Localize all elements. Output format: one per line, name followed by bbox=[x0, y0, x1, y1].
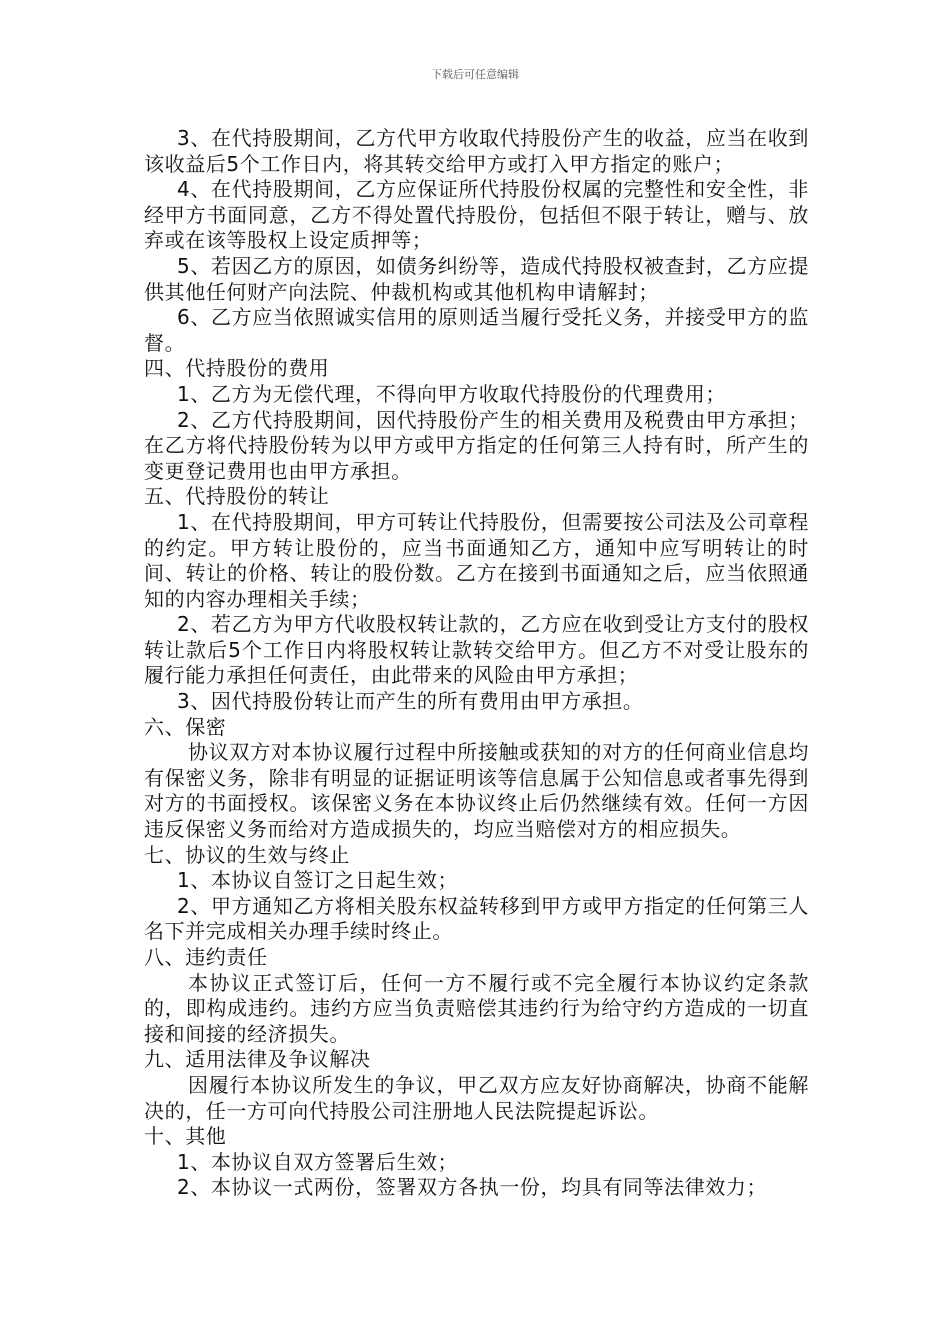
clause-paragraph: 1、本协议自双方签署后生效； bbox=[177, 1149, 459, 1174]
clause-paragraph: 3、在代持股期间，乙方代甲方收取代持股份产生的收益，应当在收到该收益后5个工作日内，将其转交给甲方或打入甲方指定的账户； bbox=[144, 126, 809, 176]
clause-paragraph: 6、乙方应当依照诚实信用的原则适当履行受托义务，并接受甲方的监督。 bbox=[144, 305, 809, 355]
clause-paragraph: 3、因代持股份转让而产生的所有费用由甲方承担。 bbox=[177, 689, 644, 714]
page-header: 下载后可任意编辑 bbox=[431, 68, 519, 81]
clause-paragraph: 协议双方对本协议履行过程中所接触或获知的对方的任何商业信息均有保密义务，除非有明显的证据证明该等信息属于公知信息或者事先得到对方的书面授权。该保密义务在本协议终止后仍然继续有效。任何一方因违反保密义务而给对方造成损失的，均应当赔偿对方的相应损失。 bbox=[144, 740, 809, 842]
section-heading: 八、违约责任 bbox=[144, 945, 268, 969]
section-heading: 六、保密 bbox=[144, 714, 227, 739]
section-heading: 五、代持股份的转让 bbox=[144, 484, 330, 509]
clause-paragraph: 1、乙方为无偿代理，不得向甲方收取代持股份的代理费用； bbox=[177, 381, 726, 406]
section-heading: 十、其他 bbox=[144, 1124, 227, 1149]
clause-paragraph: 本协议正式签订后，任何一方不履行或不完全履行本协议约定条款的，即构成违约。违约方应当负责赔偿其违约行为给守约方造成的一切直接和间接的经济损失。 bbox=[144, 970, 809, 1046]
clause-paragraph: 5、若因乙方的原因，如债务纠纷等，造成代持股权被查封，乙方应提供其他任何财产向法院、仲裁机构或其他机构申请解封； bbox=[144, 253, 809, 304]
clause-paragraph: 因履行本协议所发生的争议，甲乙双方应友好协商解决，协商不能解决的，任一方可向代持股公司注册地人民法院提起诉讼。 bbox=[144, 1072, 809, 1123]
clause-paragraph: 1、本协议自签订之日起生效； bbox=[177, 868, 459, 893]
clause-paragraph: 2、本协议一式两份，签署双方各执一份，均具有同等法律效力； bbox=[177, 1175, 768, 1200]
section-heading: 九、适用法律及争议解决 bbox=[144, 1047, 371, 1072]
clause-paragraph: 4、在代持股期间，乙方应保证所代持股份权属的完整性和安全性，非经甲方书面同意，乙方不得处置代持股份，包括但不限于转让，赠与、放弃或在该等股权上设定质押等； bbox=[144, 177, 809, 253]
section-heading: 七、协议的生效与终止 bbox=[144, 842, 350, 867]
clause-paragraph: 2、甲方通知乙方将相关股东权益转移到甲方或甲方指定的任何第三人名下并完成相关办理手续时终止。 bbox=[144, 893, 809, 944]
document-body bbox=[144, 126, 809, 1201]
clause-paragraph: 2、乙方代持股期间，因代持股份产生的相关费用及税费由甲方承担；在乙方将代持股份转为以甲方或甲方指定的任何第三人持有时，所产生的变更登记费用也由甲方承担。 bbox=[144, 407, 809, 483]
section-heading: 四、代持股份的费用 bbox=[144, 356, 330, 381]
clause-paragraph: 2、若乙方为甲方代收股权转让款的，乙方应在收到受让方支付的股权转让款后5个工作日内将股权转让款转交给甲方。但乙方不对受让股东的履行能力承担任何责任，由此带来的风险由甲方承担； bbox=[144, 612, 809, 688]
clause-paragraph: 1、在代持股期间，甲方可转让代持股份，但需要按公司法及公司章程的约定。甲方转让股份的，应当书面通知乙方，通知中应写明转让的时间、转让的价格、转让的股份数。乙方在接到书面通知之后，应当依照通知的内容办理相关手续； bbox=[144, 509, 809, 611]
